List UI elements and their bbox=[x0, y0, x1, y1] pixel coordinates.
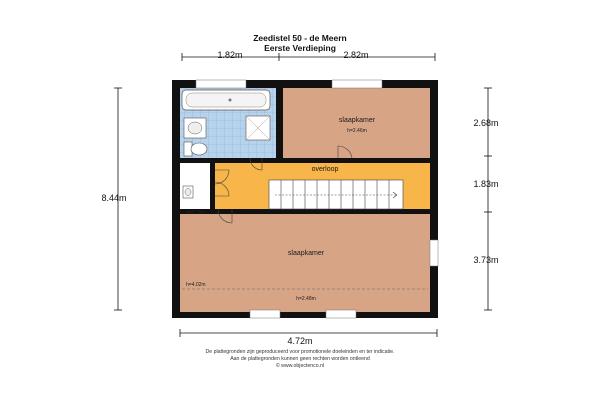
room-height-wc: h=2.79m bbox=[186, 210, 206, 216]
footer-rights: Aan de plattegronden kunnen geen rechten worden ontleend bbox=[230, 356, 370, 362]
room-height-bedroom-top: h=2.46m bbox=[347, 128, 367, 134]
dim-right-bottom: 3.73m bbox=[473, 255, 499, 265]
address-title: Zeedistel 50 - de Meern bbox=[253, 33, 347, 43]
dim-right-top: 2.68m bbox=[473, 118, 499, 128]
footer-copyright: © www.objectenco.nl bbox=[275, 363, 325, 369]
dim-right-mid: 1.83m bbox=[473, 179, 499, 189]
room-height-bedroom-main: h=2.48m bbox=[296, 296, 316, 302]
room-label-bedroom-main: slaapkamer bbox=[287, 250, 325, 257]
footer-disclaimer: De plattegronden zijn geproduceerd voor promotionele doeleinden en ter indicatie. bbox=[205, 349, 395, 355]
dim-left-total: 8.44m bbox=[101, 193, 127, 203]
floor-title: Eerste Verdieping bbox=[264, 43, 336, 53]
dim-top-left: 1.82m bbox=[217, 50, 243, 60]
dim-top-right: 2.82m bbox=[343, 50, 369, 60]
room-height-bedroom-left: h=4.02m bbox=[186, 282, 206, 288]
staircase bbox=[269, 180, 403, 209]
room-label-bedroom-top: slaapkamer bbox=[338, 117, 376, 124]
dim-bottom: 4.72m bbox=[287, 336, 313, 346]
room-label-landing: overloop bbox=[311, 166, 339, 173]
